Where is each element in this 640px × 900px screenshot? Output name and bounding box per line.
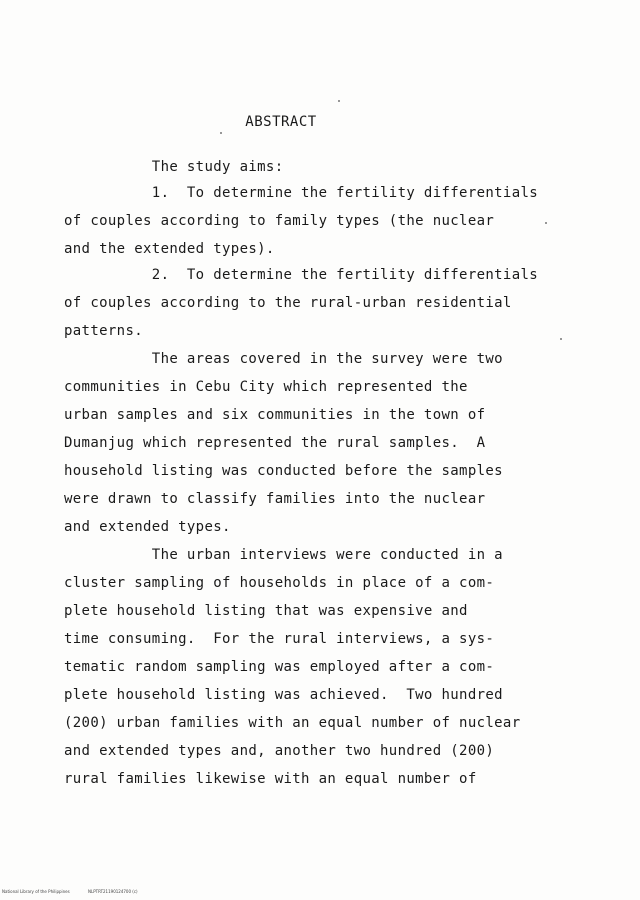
text-line-20: plete household listing was achieved. Two hundred <box>64 687 503 703</box>
footer-code: NLPTRT21190124700 (c) <box>88 889 138 894</box>
text-line-23: rural families likewise with an equal number of <box>64 771 477 787</box>
text-line-1: The study aims: <box>64 159 284 175</box>
text-line-2: 1. To determine the fertility differentials <box>64 185 539 201</box>
page-title <box>0 114 640 130</box>
text-line-4: and the extended types). <box>64 241 275 257</box>
text-line-10: urban samples and six communities in the town of <box>64 407 486 423</box>
text-line-9: communities in Cebu City which represented the <box>64 379 468 395</box>
text-line-13: were drawn to classify families into the nuclear <box>64 491 486 507</box>
text-line-8: The areas covered in the survey were two <box>64 351 503 367</box>
footer-source: National Library of the Philippines <box>2 889 70 894</box>
text-line-7: patterns. <box>64 323 144 339</box>
text-line-6: of couples according to the rural-urban residential <box>64 295 512 311</box>
scan-speck <box>560 338 562 340</box>
text-line-18: time consuming. For the rural interviews, a sys- <box>64 631 495 647</box>
text-line-16: cluster sampling of households in place of a com- <box>64 575 495 591</box>
scan-speck <box>338 100 340 102</box>
title-text: ABSTRACT <box>245 114 317 130</box>
text-line-14: and extended types. <box>64 519 231 535</box>
text-line-15: The urban interviews were conducted in a <box>64 547 503 563</box>
text-line-22: and extended types and, another two hundred (200) <box>64 743 495 759</box>
scan-speck <box>220 132 222 134</box>
text-line-21: (200) urban families with an equal number of nuclear <box>64 715 521 731</box>
text-line-17: plete household listing that was expensive and <box>64 603 468 619</box>
text-line-11: Dumanjug which represented the rural samples. A <box>64 435 486 451</box>
text-line-5: 2. To determine the fertility differentials <box>64 267 539 283</box>
scan-speck <box>545 222 547 224</box>
text-line-12: household listing was conducted before the samples <box>64 463 503 479</box>
text-line-3: of couples according to family types (the nuclear <box>64 213 495 229</box>
text-line-19: tematic random sampling was employed after a com- <box>64 659 495 675</box>
